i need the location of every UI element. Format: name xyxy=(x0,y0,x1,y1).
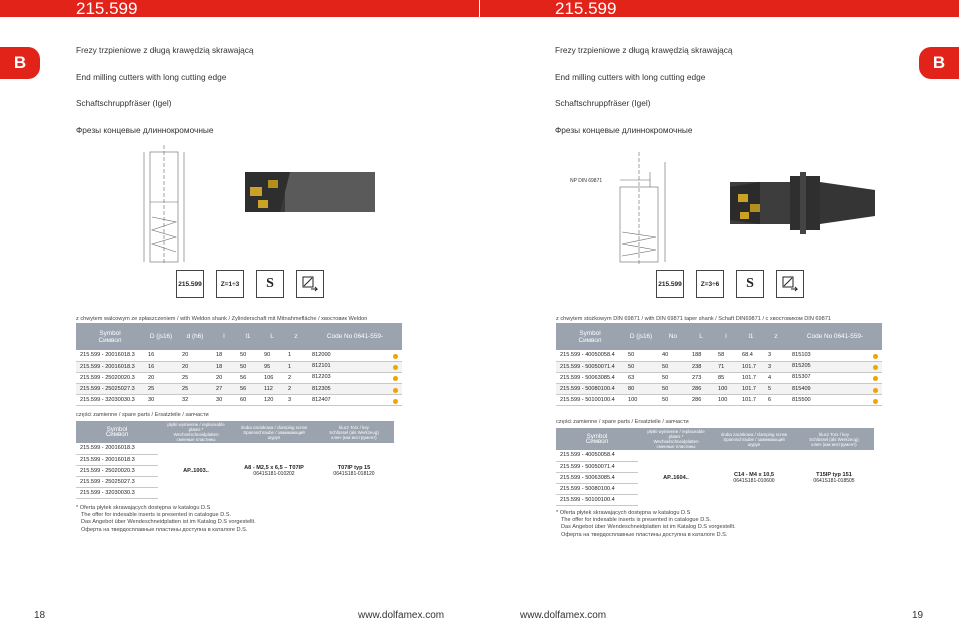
col-header-symbol: Symbol Символ xyxy=(556,323,624,350)
cell-z: 3 xyxy=(764,361,788,372)
cell-code xyxy=(788,372,882,383)
col-header-z: z xyxy=(764,323,788,350)
code-value: 812407 xyxy=(312,396,331,403)
cell-D: 30 xyxy=(144,395,178,406)
cell-symbol: 215.599 - 50100100.4 xyxy=(556,395,624,406)
website-link[interactable]: www.dolfamex.com xyxy=(520,610,607,621)
code-value: 815205 xyxy=(792,363,811,370)
cell-z: 1 xyxy=(284,361,308,372)
name-polish: Frezy trzpieniowe z długą krawędzią skrawającą xyxy=(76,45,254,55)
cell-code xyxy=(788,384,882,395)
footnotes xyxy=(76,505,256,534)
spare-parts-caption: części zamienne / spare parts / Ersatzteile / запчасти xyxy=(76,412,209,418)
table-row xyxy=(556,361,882,372)
spare-screw-code: 0641S181-010202 xyxy=(253,470,295,477)
cell-L: 188 xyxy=(688,350,714,361)
cell-l1: 101.7 xyxy=(738,384,764,395)
cell-l: 58 xyxy=(714,350,738,361)
spare-symbol: 215.599 - 50063085.4 xyxy=(556,472,638,483)
spare-header-key: klucz Torx / key Schlüssel (als Werkzeug) ключ (как инструмент) xyxy=(314,421,394,443)
cell-symbol: 215.599 - 50080100.4 xyxy=(556,384,624,395)
spare-header-symbol: Symbol Символ xyxy=(76,421,158,443)
spare-screw-code: 0641S181-010600 xyxy=(733,477,775,484)
cell-symbol: 215.599 - 25020020.3 xyxy=(76,372,144,383)
col-header-No: No xyxy=(658,323,688,350)
col-header-L: L xyxy=(688,323,714,350)
name-russian: Фрезы концевые длиннокромочные xyxy=(76,124,214,135)
cell-l: 30 xyxy=(212,395,236,406)
spare-row xyxy=(556,450,874,461)
code-value: 815103 xyxy=(792,351,811,358)
availability-dot-icon xyxy=(873,365,878,370)
header-product-code: 215.599 xyxy=(0,0,479,17)
availability-dot-icon xyxy=(873,376,878,381)
spec-icons xyxy=(656,270,804,298)
spare-parts-table xyxy=(76,421,394,499)
cell-z: 6 xyxy=(764,395,788,406)
cell-d: 25 xyxy=(178,372,212,383)
product-names xyxy=(555,45,733,151)
cell-z: 2 xyxy=(284,372,308,383)
cell-L: 112 xyxy=(260,384,284,395)
series-code-box: 215.599 xyxy=(656,270,684,298)
din-taper-shank-tool-drawing xyxy=(570,142,910,267)
spare-key: T07IP typ 15 xyxy=(337,464,371,471)
cell-D: 100 xyxy=(624,395,658,406)
name-german: Schaftschruppfräser (Igel) xyxy=(555,98,651,108)
page-number: 19 xyxy=(912,610,924,621)
cell-D: 25 xyxy=(144,384,178,395)
cell-L: 95 xyxy=(260,361,284,372)
cell-d: 20 xyxy=(178,350,212,361)
cell-symbol: 215.599 - 25025027.3 xyxy=(76,384,144,395)
cell-l: 71 xyxy=(714,361,738,372)
spare-key-code: 0641S181-018120 xyxy=(333,470,375,477)
name-russian: Фрезы концевые длиннокромочные xyxy=(555,124,693,135)
cell-L: 90 xyxy=(260,350,284,361)
spare-screw-cell xyxy=(234,443,314,499)
col-header-code: Code No 0641-559- xyxy=(308,323,402,350)
col-header-D: D (js16) xyxy=(144,323,178,350)
spare-screw-cell xyxy=(714,450,794,506)
name-english: End milling cutters with long cutting edge xyxy=(76,71,227,82)
cell-d: 25 xyxy=(178,384,212,395)
table-row xyxy=(556,384,882,395)
cell-l: 27 xyxy=(212,384,236,395)
spare-symbol: 215.599 - 40050058.4 xyxy=(556,450,638,461)
weldon-shank-tool-drawing xyxy=(130,142,420,267)
website-link[interactable]: www.dolfamex.com xyxy=(358,610,445,621)
spare-header-screw: śruba zaciskowa / clamping screw Spannschraube / зажимающий шуруп xyxy=(714,428,794,450)
cell-L: 106 xyxy=(260,372,284,383)
spare-parts-table xyxy=(556,428,874,506)
spare-symbol: 215.599 - 25025027.3 xyxy=(76,477,158,488)
shank-caption: z chwytem stożkowym DIN 69871 / with DIN 69871 taper shank / Schaft DIN69871 / с хвостовиком DIN 69871 xyxy=(556,316,831,322)
availability-dot-icon xyxy=(393,388,398,393)
cell-z: 4 xyxy=(764,372,788,383)
code-value: 812101 xyxy=(312,363,331,370)
cell-D: 50 xyxy=(624,361,658,372)
cell-code xyxy=(308,361,402,372)
spare-screw: A8 - M2,5 x 6,5 – T07IP xyxy=(244,464,304,471)
table-row xyxy=(556,372,882,383)
spare-screw: C14 - M4 x 10,5 xyxy=(733,471,775,478)
cell-L: 273 xyxy=(688,372,714,383)
spare-parts-caption: części zamienne / spare parts / Ersatzteile / запчасти xyxy=(556,419,689,425)
note-english: The offer for indexable inserts is presented in catalogue D.S. xyxy=(81,512,232,519)
spare-symbol: 215.599 - 50100100.4 xyxy=(556,495,638,506)
note-german: Das Angebot über Wendeschneidplatten ist im Katalog D.S vorgestellt. xyxy=(81,519,256,526)
left-page xyxy=(0,0,479,632)
cell-No: 50 xyxy=(658,361,688,372)
spare-key-cell xyxy=(314,443,394,499)
cell-D: 16 xyxy=(144,361,178,372)
cell-No: 40 xyxy=(658,350,688,361)
name-polish: Frezy trzpieniowe z długą krawędzią skrawającą xyxy=(555,45,733,55)
cell-symbol: 215.599 - 40050058.4 xyxy=(556,350,624,361)
code-value: 812000 xyxy=(312,351,331,358)
note-english: The offer for indexable inserts is presented in catalogue D.S. xyxy=(561,517,712,524)
material-s-box: S xyxy=(736,270,764,298)
table-row xyxy=(76,395,402,406)
table-row xyxy=(76,361,402,372)
spare-row xyxy=(76,443,394,454)
table-row xyxy=(76,350,402,361)
availability-dot-icon xyxy=(873,354,878,359)
spare-header-key: klucz Torx / key Schlüssel (als Werkzeug) ключ (как инструмент) xyxy=(794,428,874,450)
cell-D: 20 xyxy=(144,372,178,383)
note-polish: * Oferta płytek skrawających dostępna w katalogu D.S xyxy=(76,505,211,511)
col-header-z: z xyxy=(284,323,308,350)
col-header-L: L xyxy=(260,323,284,350)
cutting-direction-icon xyxy=(776,270,804,298)
teeth-count-box: Z=3÷6 xyxy=(696,270,724,298)
code-value: 815409 xyxy=(792,385,811,392)
col-header-l: l xyxy=(212,323,236,350)
cell-D: 63 xyxy=(624,372,658,383)
product-names xyxy=(76,45,254,151)
cell-code xyxy=(308,350,402,361)
cell-D: 16 xyxy=(144,350,178,361)
col-header-d: d (h6) xyxy=(178,323,212,350)
cutting-direction-icon xyxy=(296,270,324,298)
material-s-box: S xyxy=(256,270,284,298)
cell-l1: 68.4 xyxy=(738,350,764,361)
cell-d: 20 xyxy=(178,361,212,372)
note-russian: Оферта на твердосплавные пластины доступна в каталоге D.S. xyxy=(81,526,248,533)
cell-l1: 56 xyxy=(236,384,260,395)
cell-l: 100 xyxy=(714,395,738,406)
availability-dot-icon xyxy=(393,365,398,370)
spare-symbol: 215.599 - 20016018.3 xyxy=(76,443,158,454)
cell-l1: 101.7 xyxy=(738,395,764,406)
right-page xyxy=(480,0,959,632)
code-value: 815500 xyxy=(792,396,811,403)
cell-z: 5 xyxy=(764,384,788,395)
cell-D: 50 xyxy=(624,350,658,361)
section-badge: B xyxy=(0,47,40,79)
note-polish: * Oferta płytek skrawających dostępna w katalogu D.S xyxy=(556,510,691,516)
cell-L: 238 xyxy=(688,361,714,372)
cell-symbol: 215.599 - 20016018.3 xyxy=(76,361,144,372)
cell-l: 100 xyxy=(714,384,738,395)
col-header-l1: l1 xyxy=(738,323,764,350)
cell-symbol: 215.599 - 50050071.4 xyxy=(556,361,624,372)
cell-l1: 50 xyxy=(236,350,260,361)
cell-code xyxy=(308,395,402,406)
spare-header-plates: płytki wymienne / replaceable plates * Wechselschneidplatten сменные пластины xyxy=(638,428,714,450)
spare-header-symbol: Symbol Символ xyxy=(556,428,638,450)
cell-z: 3 xyxy=(764,350,788,361)
table-row xyxy=(556,395,882,406)
spare-symbol: 215.599 - 50050071.4 xyxy=(556,461,638,472)
spare-key: T15IP typ 151 xyxy=(816,471,852,478)
availability-dot-icon xyxy=(393,354,398,359)
din-label: NP DIN 69871 xyxy=(570,178,603,184)
cell-No: 50 xyxy=(658,395,688,406)
cell-l1: 56 xyxy=(236,372,260,383)
cell-L: 286 xyxy=(688,384,714,395)
cell-l1: 50 xyxy=(236,361,260,372)
table-row xyxy=(76,384,402,395)
cell-l: 85 xyxy=(714,372,738,383)
cell-No: 50 xyxy=(658,372,688,383)
product-table xyxy=(76,323,402,406)
cell-L: 120 xyxy=(260,395,284,406)
code-value: 812203 xyxy=(312,374,331,381)
cell-l1: 101.7 xyxy=(738,361,764,372)
section-badge: B xyxy=(919,47,959,79)
col-header-code: Code No 0641-559- xyxy=(788,323,882,350)
table-row xyxy=(556,350,882,361)
availability-dot-icon xyxy=(393,399,398,404)
cell-z: 2 xyxy=(284,384,308,395)
availability-dot-icon xyxy=(873,388,878,393)
table-row xyxy=(76,372,402,383)
cell-code xyxy=(788,350,882,361)
cell-symbol: 215.599 - 50063085.4 xyxy=(556,372,624,383)
cell-z: 3 xyxy=(284,395,308,406)
spare-header-screw: śruba zaciskowa / clamping screw Spannschraube / зажимающий шуруп xyxy=(234,421,314,443)
cell-l1: 60 xyxy=(236,395,260,406)
spec-icons xyxy=(176,270,324,298)
footnotes xyxy=(556,510,736,539)
availability-dot-icon xyxy=(393,376,398,381)
header-product-code: 215.599 xyxy=(480,0,959,17)
cell-L: 286 xyxy=(688,395,714,406)
spare-symbol: 215.599 - 20016018.3 xyxy=(76,454,158,465)
cell-l: 20 xyxy=(212,372,236,383)
name-english: End milling cutters with long cutting edge xyxy=(555,71,706,82)
cell-d: 32 xyxy=(178,395,212,406)
spare-key-code: 0641S181-018505 xyxy=(813,477,855,484)
shank-caption: z chwytem walcowym ze spłaszczeniem / with Weldon shank / Zylinderschaft mit Mitnahmefläche / хвостовик Weldon xyxy=(76,316,368,322)
cell-code xyxy=(788,395,882,406)
availability-dot-icon xyxy=(873,399,878,404)
code-value: 815307 xyxy=(792,374,811,381)
spare-plate: AP..1604.. xyxy=(663,474,689,481)
cell-symbol: 215.599 - 32030030.3 xyxy=(76,395,144,406)
note-german: Das Angebot über Wendeschneidplatten ist im Katalog D.S vorgestellt. xyxy=(561,524,736,531)
col-header-D: D (js16) xyxy=(624,323,658,350)
cell-code xyxy=(788,361,882,372)
spare-symbol: 215.599 - 50080100.4 xyxy=(556,484,638,495)
cell-l: 18 xyxy=(212,350,236,361)
spare-symbol: 215.599 - 32030030.3 xyxy=(76,488,158,499)
teeth-count-box: Z=1÷3 xyxy=(216,270,244,298)
cell-D: 80 xyxy=(624,384,658,395)
cell-No: 50 xyxy=(658,384,688,395)
product-table xyxy=(556,323,882,406)
series-code-box: 215.599 xyxy=(176,270,204,298)
spare-plate: AP..1003.. xyxy=(183,467,209,474)
cell-symbol: 215.599 - 20016018.3 xyxy=(76,350,144,361)
col-header-l1: l1 xyxy=(236,323,260,350)
cell-z: 1 xyxy=(284,350,308,361)
cell-code xyxy=(308,384,402,395)
cell-l1: 101.7 xyxy=(738,372,764,383)
col-header-l: l xyxy=(714,323,738,350)
name-german: Schaftschruppfräser (Igel) xyxy=(76,98,172,108)
spare-symbol: 215.599 - 25020020.3 xyxy=(76,465,158,476)
cell-l: 18 xyxy=(212,361,236,372)
page-number: 18 xyxy=(34,610,46,621)
note-russian: Оферта на твердосплавные пластины доступна в каталоге D.S. xyxy=(561,531,728,538)
spare-key-cell xyxy=(794,450,874,506)
spare-header-plates: płytki wymienne / replaceable plates * Wechselschneidplatten сменные пластины xyxy=(158,421,234,443)
col-header-symbol: Symbol Символ xyxy=(76,323,144,350)
code-value: 812305 xyxy=(312,385,331,392)
cell-code xyxy=(308,372,402,383)
